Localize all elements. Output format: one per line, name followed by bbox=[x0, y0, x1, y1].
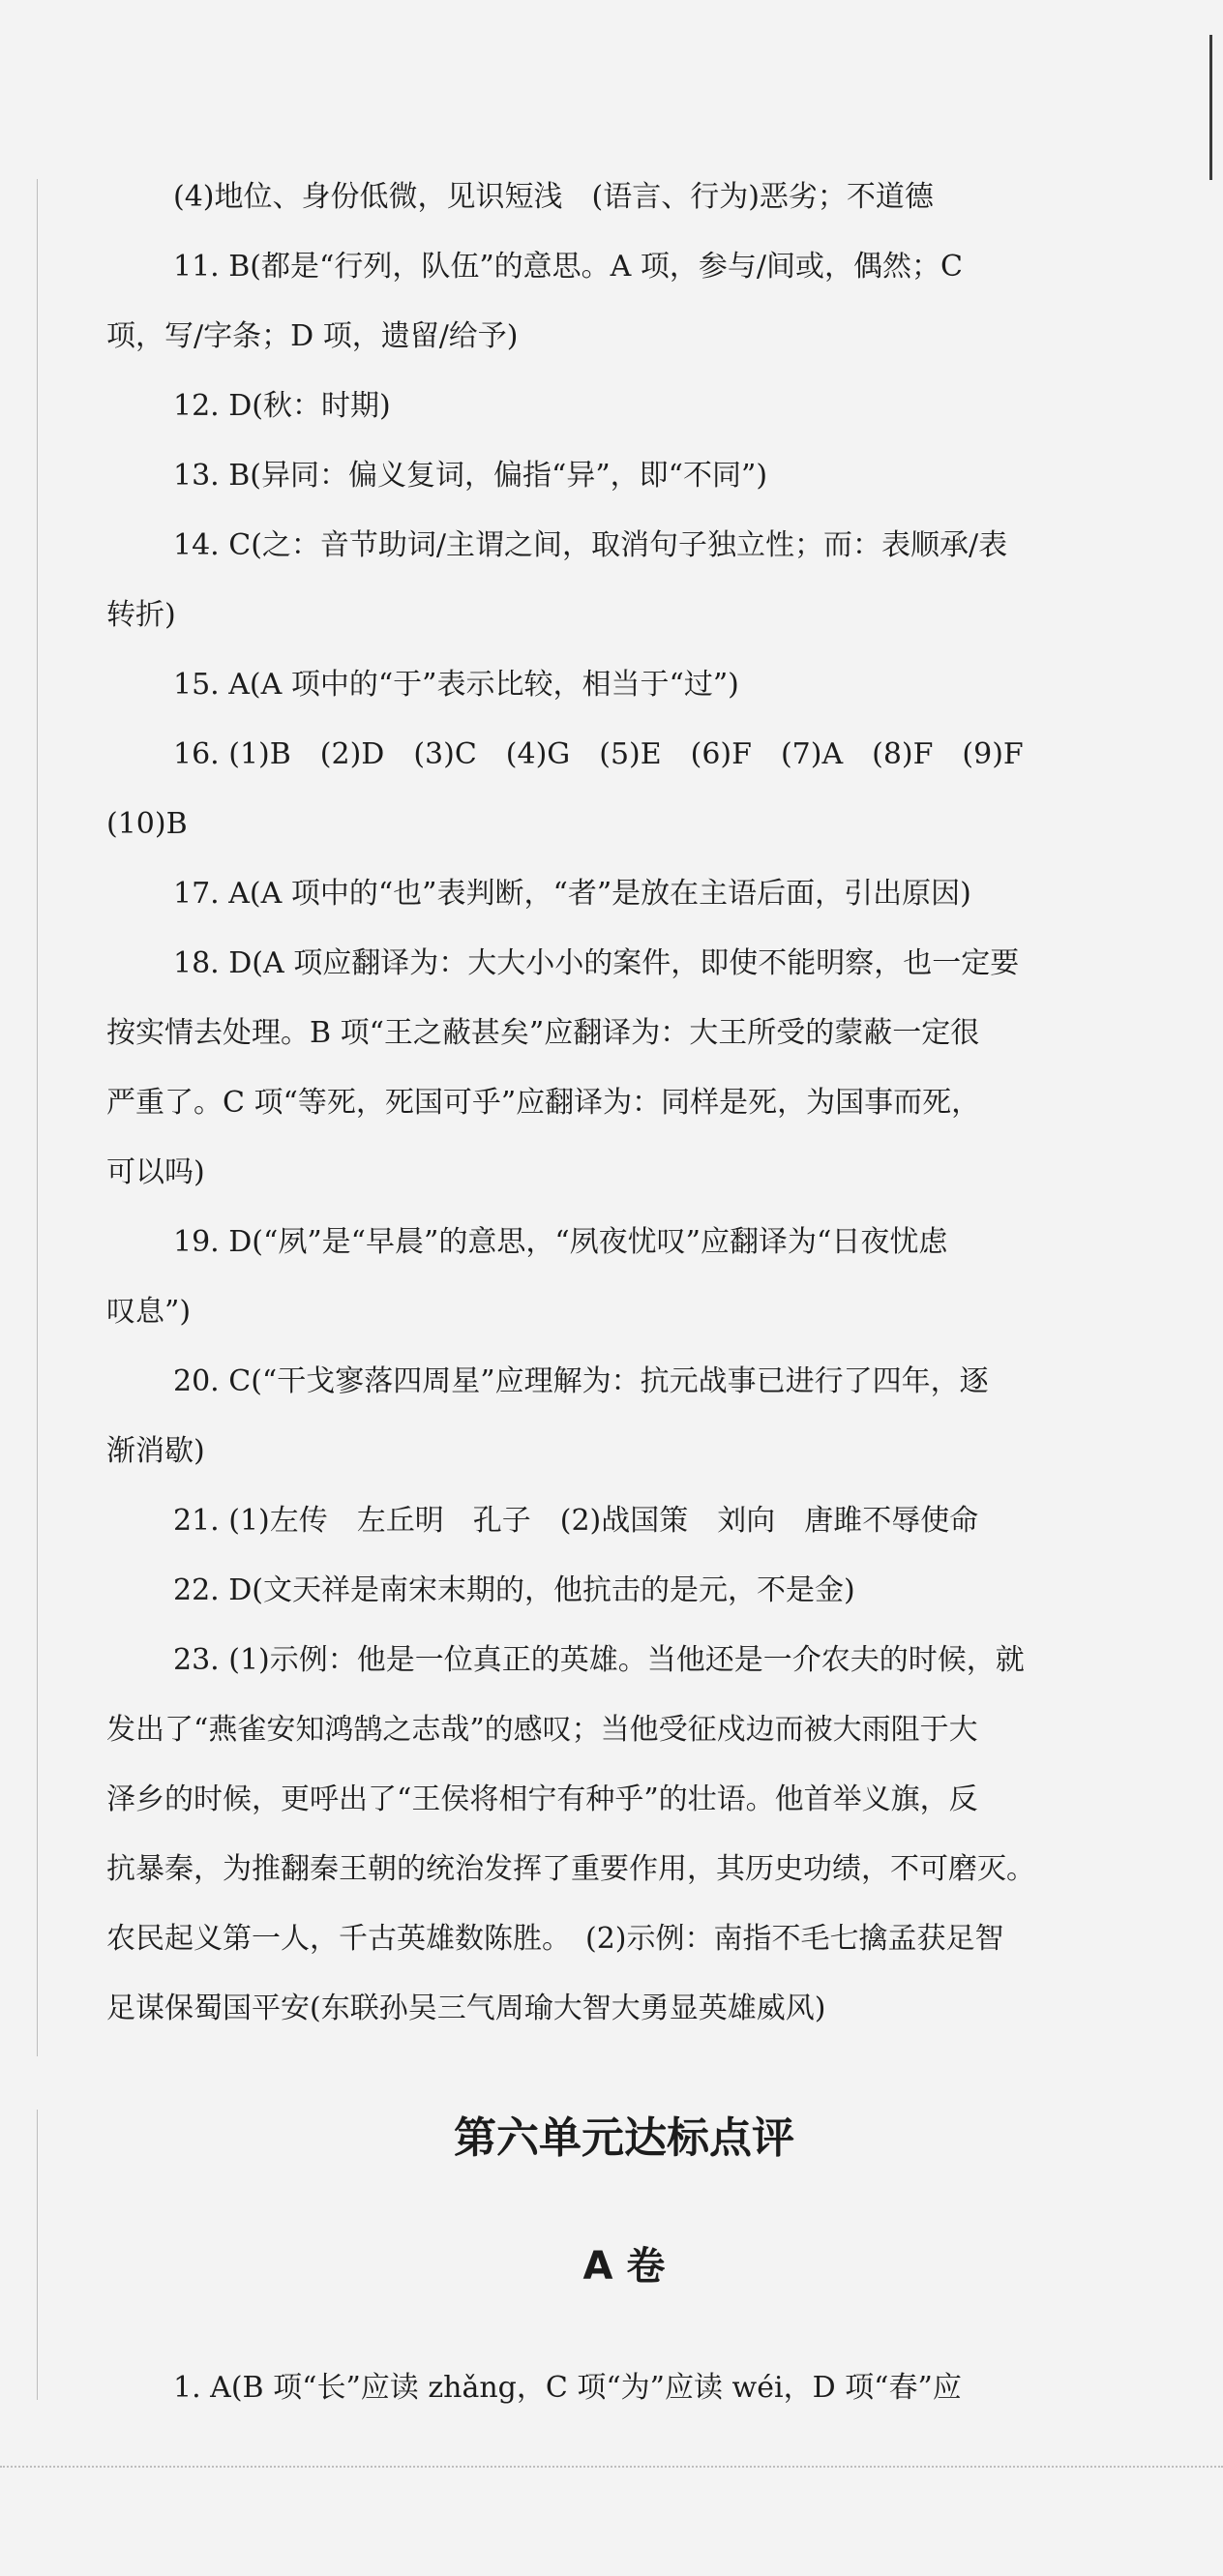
text-line: 泽乡的时候，更呼出了“王侯将相宁有种乎”的壮语。他首举义旗，反 bbox=[106, 1782, 978, 1816]
text-line: 发出了“燕雀安知鸿鹄之志哉”的感叹；当他受征戍边而被大雨阻于大 bbox=[106, 1713, 978, 1747]
text-line: 项，写/字条；D 项，遗留/给予) bbox=[106, 319, 519, 353]
text-line: 渐消歇) bbox=[106, 1434, 205, 1468]
text-line: 1. A(B 项“长”应读 zhǎng，C 项“为”应读 wéi，D 项“春”应 bbox=[173, 2371, 962, 2405]
text-line: 可以吗) bbox=[106, 1155, 205, 1189]
text-line: 14. C(之：音节助词/主谓之间，取消句子独立性；而：表顺承/表 bbox=[173, 528, 1008, 562]
text-line: 农民起义第一人，千古英雄数陈胜。 (2)示例：南指不毛七擒孟获足智 bbox=[106, 1922, 1004, 1956]
text-line: 足谋保蜀国平安(东联孙吴三气周瑜大智大勇显英雄威风) bbox=[106, 1992, 826, 2025]
text-line: 抗暴秦，为推翻秦王朝的统治发挥了重要作用，其历史功绩，不可磨灭。 bbox=[106, 1852, 1035, 1886]
text-line: 20. C(“干戈寥落四周星”应理解为：抗元战事已进行了四年，逐 bbox=[173, 1364, 989, 1398]
footer-divider bbox=[0, 2466, 1223, 2468]
text-line: 22. D(文天祥是南宋末期的，他抗击的是元，不是金) bbox=[173, 1573, 855, 1607]
text-line: 12. D(秋：时期) bbox=[173, 389, 391, 423]
text-line: (10)B bbox=[106, 807, 188, 841]
margin-rule bbox=[37, 2110, 38, 2400]
text-line: 16. (1)B (2)D (3)C (4)G (5)E (6)F (7)A (8)F (9)F bbox=[173, 737, 1024, 771]
page-edge bbox=[1209, 35, 1212, 180]
margin-rule bbox=[37, 179, 38, 2056]
text-line: (4)地位、身份低微，见识短浅 (语言、行为)恶劣；不道德 bbox=[173, 180, 934, 214]
unit-title: 第六单元达标点评 bbox=[454, 2113, 794, 2163]
text-line: 按实情去处理。B 项“王之蔽甚矣”应翻译为：大王所受的蒙蔽一定很 bbox=[106, 1016, 980, 1050]
text-line: 严重了。C 项“等死，死国可乎”应翻译为：同样是死，为国事而死， bbox=[106, 1086, 981, 1120]
text-line: 15. A(A 项中的“于”表示比较，相当于“过”) bbox=[173, 668, 739, 702]
text-line: 叹息”) bbox=[106, 1295, 192, 1329]
text-line: 转折) bbox=[106, 598, 176, 632]
paper-title: A 卷 bbox=[582, 2244, 666, 2289]
text-line: 23. (1)示例：他是一位真正的英雄。当他还是一介农夫的时候，就 bbox=[173, 1643, 1025, 1677]
text-line: 17. A(A 项中的“也”表判断，“者”是放在主语后面，引出原因) bbox=[173, 877, 971, 911]
text-line: 21. (1)左传 左丘明 孔子 (2)战国策 刘向 唐雎不辱使命 bbox=[173, 1504, 979, 1538]
text-line: 13. B(异同：偏义复词，偏指“异”，即“不同”) bbox=[173, 459, 768, 493]
text-line: 18. D(A 项应翻译为：大大小小的案件，即使不能明察，也一定要 bbox=[173, 946, 1020, 980]
text-line: 19. D(“夙”是“早晨”的意思，“夙夜忧叹”应翻译为“日夜忧虑 bbox=[173, 1225, 948, 1259]
text-line: 11. B(都是“行列，队伍”的意思。A 项，参与/间或，偶然；C bbox=[173, 250, 963, 284]
